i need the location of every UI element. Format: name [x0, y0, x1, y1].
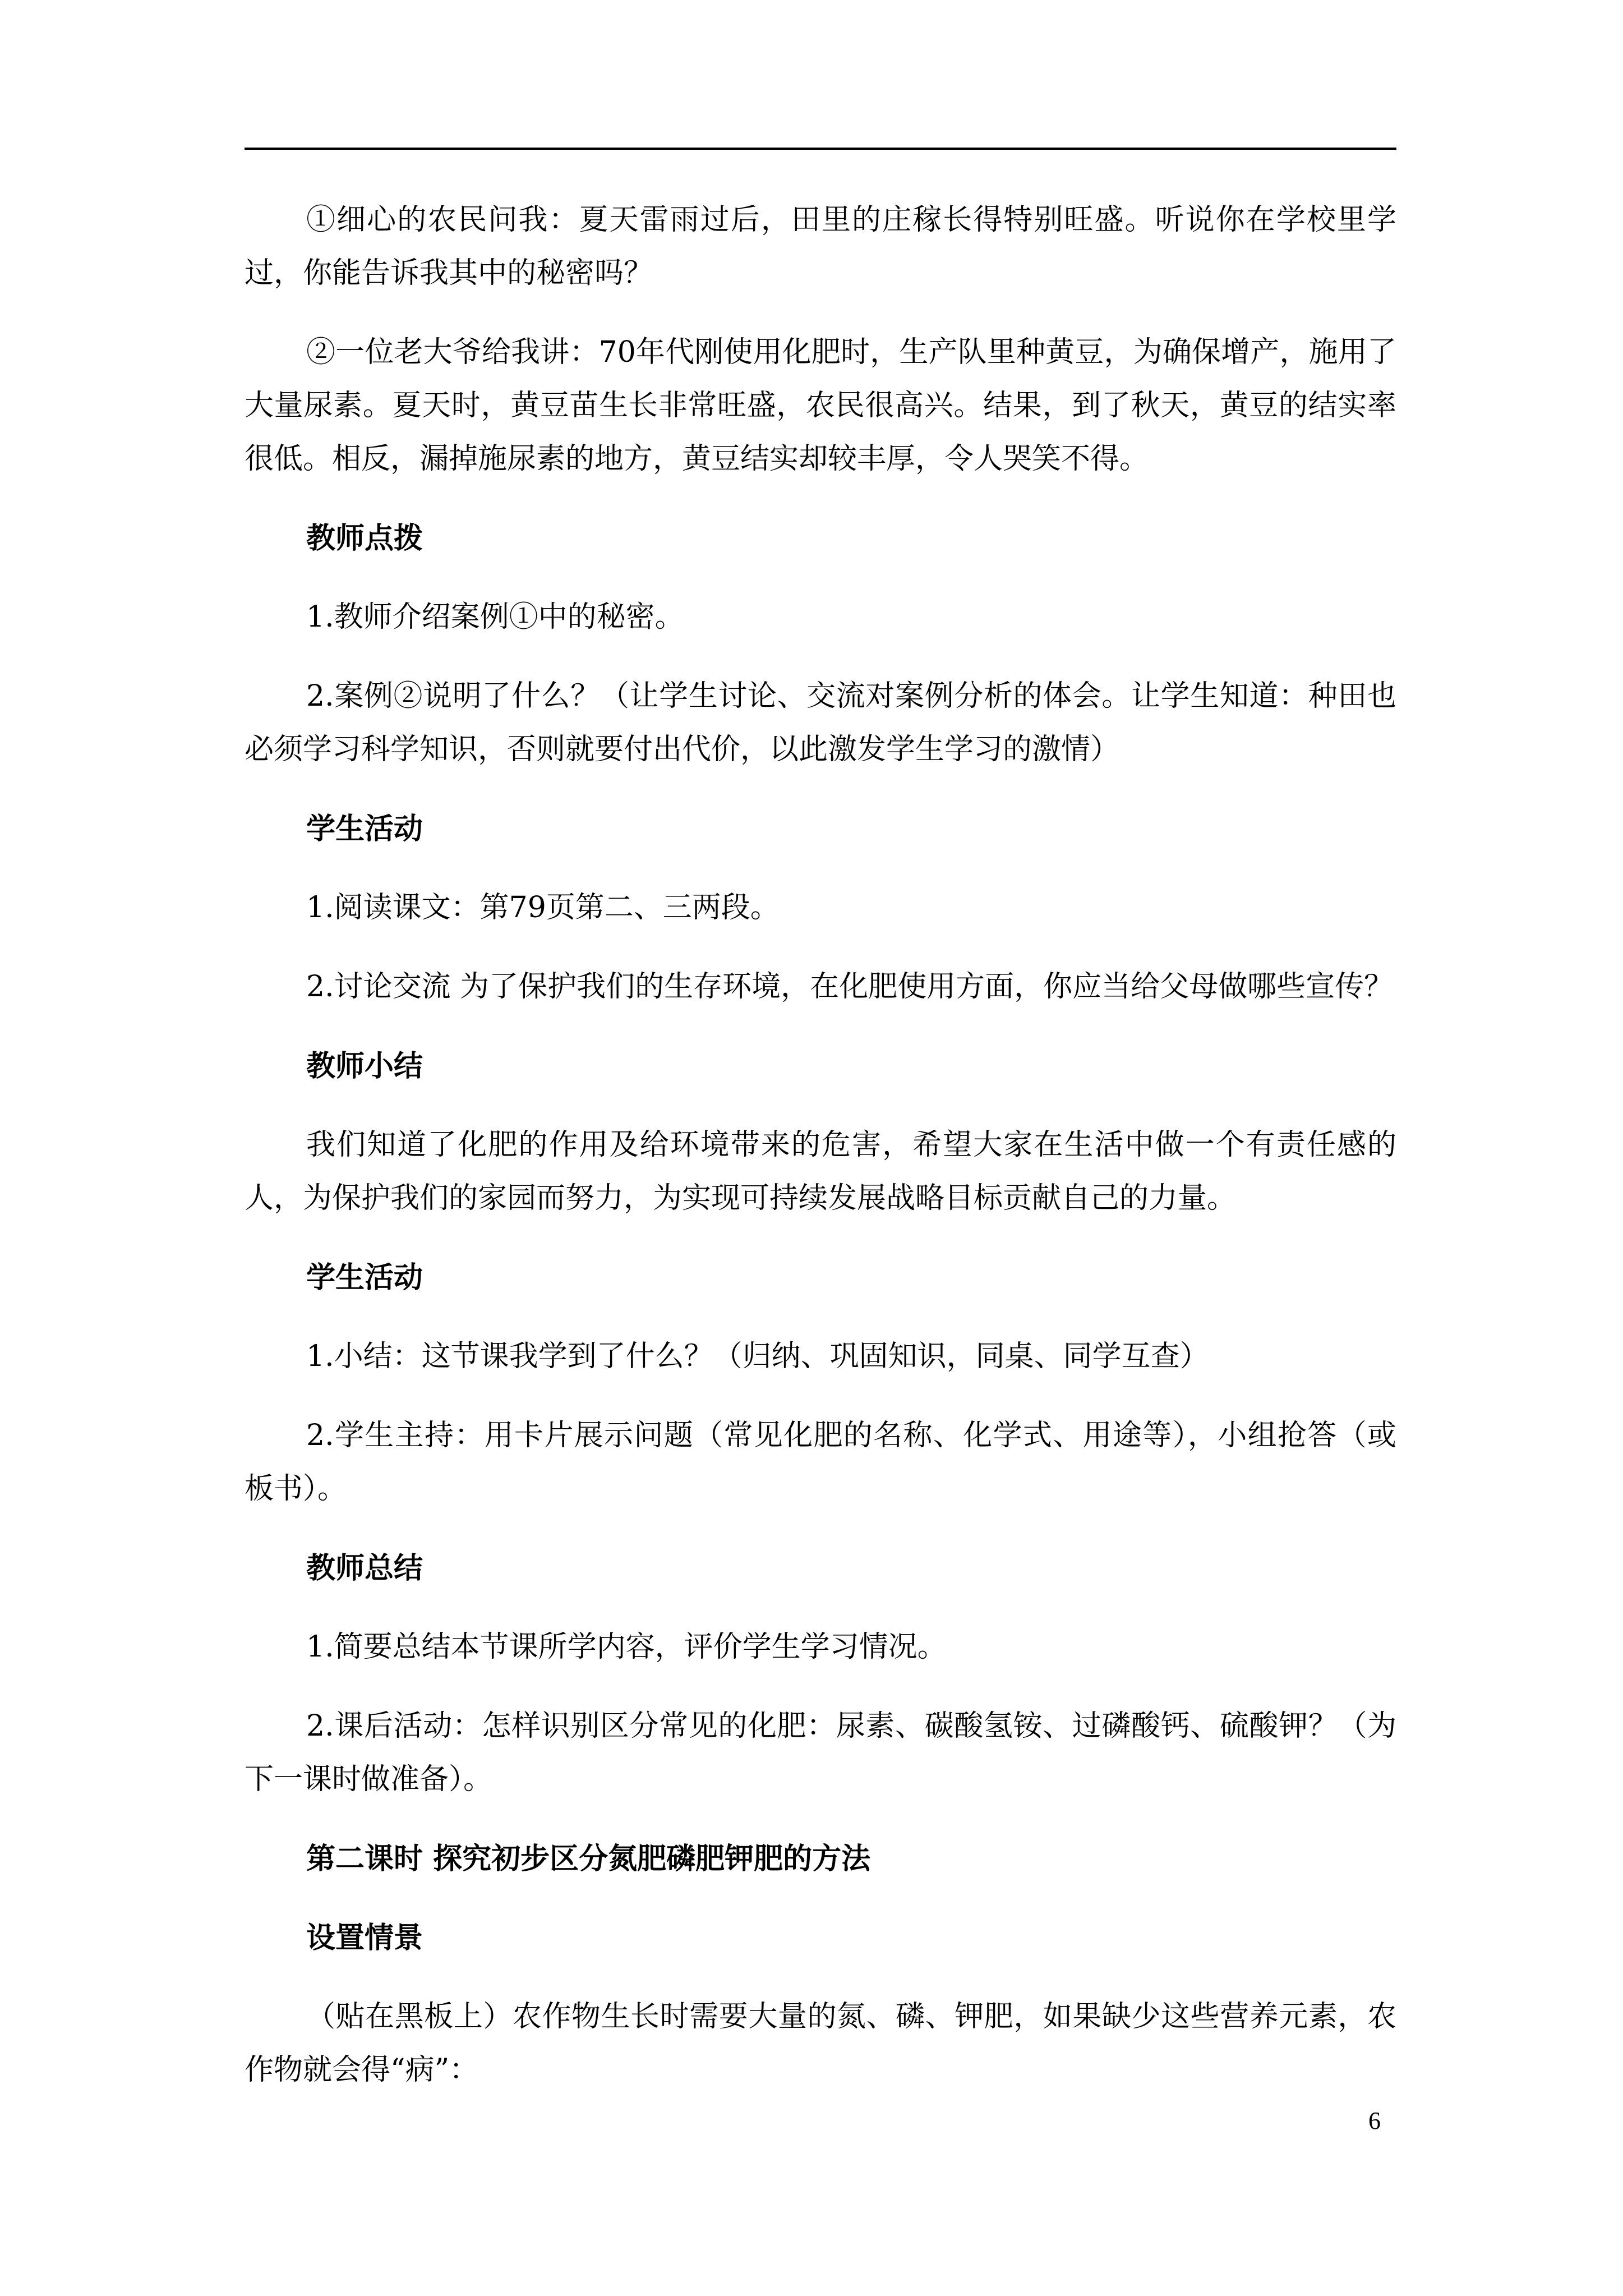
- section-heading-teacher-guidance: 教师点拨: [306, 521, 423, 555]
- document-body: [245, 194, 1396, 2097]
- scenario-paragraph: （贴在黑板上）农作物生长时需要大量的氮、磷、钾肥，如果缺少这些营养元素，农作物就会得“病”：: [245, 2000, 1396, 2087]
- activity-item-2: 2.讨论交流 为了保护我们的生存环境，在化肥使用方面，你应当给父母做哪些宣传？: [306, 970, 1394, 1004]
- section-heading-teacher-summary: 教师小结: [306, 1049, 423, 1083]
- activity-item-1: 1.阅读课文：第79页第二、三两段。: [306, 891, 780, 924]
- summary-paragraph: 我们知道了化肥的作用及给环境带来的危害，希望大家在生活中做一个有责任感的人，为保护我们的家园而努力，为实现可持续发展战略目标贡献自己的力量。: [245, 1128, 1396, 1215]
- section-heading-student-activity-2: 学生活动: [306, 1260, 423, 1295]
- activity-2-item-2: 2.学生主持：用卡片展示问题（常见化肥的名称、化学式、用途等），小组抢答（或板书）。: [245, 1419, 1396, 1506]
- guidance-item-1: 1.教师介绍案例①中的秘密。: [306, 600, 684, 634]
- case-2-paragraph: ②一位老大爷给我讲：70年代刚使用化肥时，生产队里种黄豆，为确保增产，施用了大量尿素。夏天时，黄豆苗生长非常旺盛，农民很高兴。结果，到了秋天，黄豆的结实率很低。相反，漏掉施尿素的地方，黄豆结实却较丰厚，令人哭笑不得。: [245, 335, 1396, 476]
- activity-2-item-1: 1.小结：这节课我学到了什么？（归纳、巩固知识，同桌、同学互查）: [306, 1340, 1209, 1373]
- conclusion-item-1: 1.简要总结本节课所学内容，评价学生学习情况。: [306, 1630, 947, 1664]
- header-rule: [245, 148, 1396, 150]
- lesson-2-title: 第二课时 探究初步区分氮肥磷肥钾肥的方法: [306, 1842, 871, 1876]
- section-heading-student-activity: 学生活动: [306, 812, 423, 846]
- page-number: 6: [1368, 2107, 1381, 2134]
- section-heading-scenario: 设置情景: [306, 1921, 423, 1955]
- case-1-paragraph: ①细心的农民问我：夏天雷雨过后，田里的庄稼长得特别旺盛。听说你在学校里学过，你能告诉我其中的秘密吗？: [245, 203, 1396, 290]
- conclusion-item-2: 2.课后活动：怎样识别区分常见的化肥：尿素、碳酸氢铵、过磷酸钙、硫酸钾？（为下一课时做准备）。: [245, 1709, 1396, 1796]
- section-heading-teacher-conclusion: 教师总结: [306, 1551, 423, 1585]
- guidance-item-2: 2.案例②说明了什么？（让学生讨论、交流对案例分析的体会。让学生知道：种田也必须学习科学知识，否则就要付出代价，以此激发学生学习的激情）: [245, 679, 1396, 766]
